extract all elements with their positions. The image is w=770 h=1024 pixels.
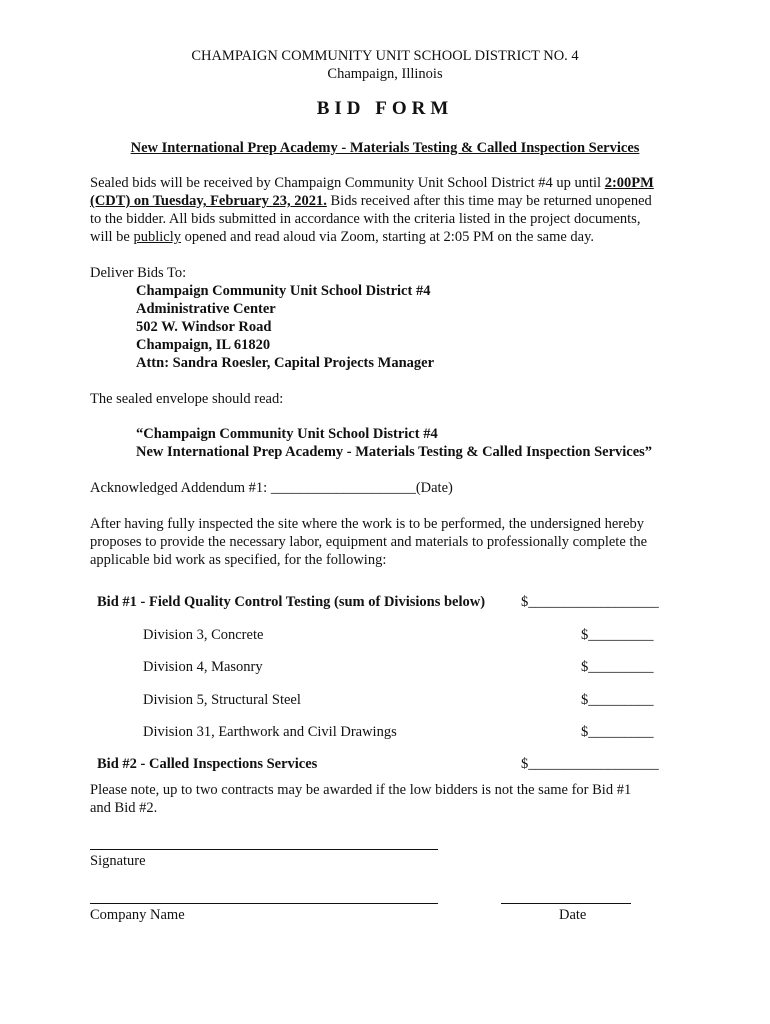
envelope-label: The sealed envelope should read: <box>90 391 284 407</box>
district-name: CHAMPAIGN COMMUNITY UNIT SCHOOL DISTRICT NO. 4 <box>191 48 579 64</box>
deliver-address-line: Champaign, IL 61820 <box>136 337 271 353</box>
division-label: Division 5, Structural Steel <box>143 692 301 708</box>
note-line-1: Please note, up to two contracts may be awarded if the low bidders is not the same for Bid #1 <box>90 782 632 798</box>
project-title: New International Prep Academy - Materials Testing & Called Inspection Services <box>130 140 640 156</box>
deadline-time: 2:00PM <box>604 175 654 191</box>
company-name-line <box>90 903 438 904</box>
intro-line-4 <box>90 228 685 246</box>
bid1-amount-field: $__________________ <box>521 594 659 610</box>
district-location: Champaign, Illinois <box>327 66 443 82</box>
form-title: BID FORM <box>316 98 454 119</box>
division-amount-field: $_________ <box>581 692 654 708</box>
envelope-line-1: “Champaign Community Unit School District #4 <box>136 426 438 442</box>
envelope-line-2: New International Prep Academy - Materials Testing & Called Inspection Services” <box>136 444 653 460</box>
division-label: Division 31, Earthwork and Civil Drawings <box>143 724 397 740</box>
proposal-line-1: After having fully inspected the site where the work is to be performed, the undersigned hereby <box>90 516 645 532</box>
deliver-address-line: Administrative Center <box>136 301 276 317</box>
deliver-address-line: 502 W. Windsor Road <box>136 319 272 335</box>
deadline-date: (CDT) on Tuesday, February 23, 2021. <box>90 193 327 209</box>
date-label: Date <box>559 907 587 923</box>
date-line <box>501 903 631 904</box>
proposal-line-3: applicable bid work as specified, for the following: <box>90 552 387 568</box>
deliver-label: Deliver Bids To: <box>90 265 187 281</box>
signature-line <box>90 849 438 850</box>
intro-text: Bids received after this time may be returned unopened <box>326 193 652 209</box>
bid1-label: Bid #1 - Field Quality Control Testing (sum of Divisions below) <box>97 594 486 610</box>
deliver-address-line: Champaign Community Unit School District #4 <box>136 283 431 299</box>
division-label: Division 4, Masonry <box>143 659 263 675</box>
company-name-label: Company Name <box>90 907 185 923</box>
division-amount-field: $_________ <box>581 627 654 643</box>
intro-line-1 <box>90 174 685 192</box>
division-label: Division 3, Concrete <box>143 627 264 643</box>
intro-text: opened and read aloud via Zoom, starting at 2:05 PM on the same day. <box>181 229 595 245</box>
bid2-label: Bid #2 - Called Inspections Services <box>97 756 318 772</box>
publicly-text: publicly <box>133 229 182 245</box>
division-amount-field: $_________ <box>581 724 654 740</box>
intro-line-2 <box>90 192 685 210</box>
addendum-acknowledgement: Acknowledged Addendum #1: ____________________(Date) <box>90 480 453 496</box>
deliver-address-line: Attn: Sandra Roesler, Capital Projects Manager <box>136 355 435 371</box>
intro-line-3: to the bidder. All bids submitted in accordance with the criteria listed in the project documents, <box>90 211 641 227</box>
signature-label: Signature <box>90 853 146 869</box>
note-line-2: and Bid #2. <box>90 800 158 816</box>
proposal-line-2: proposes to provide the necessary labor, equipment and materials to professionally complete the <box>90 534 648 550</box>
bid2-amount-field: $__________________ <box>521 756 659 772</box>
division-amount-field: $_________ <box>581 659 654 675</box>
intro-text: Sealed bids will be received by Champaign Community Unit School District #4 up until <box>90 175 605 191</box>
intro-text: will be <box>90 229 134 245</box>
